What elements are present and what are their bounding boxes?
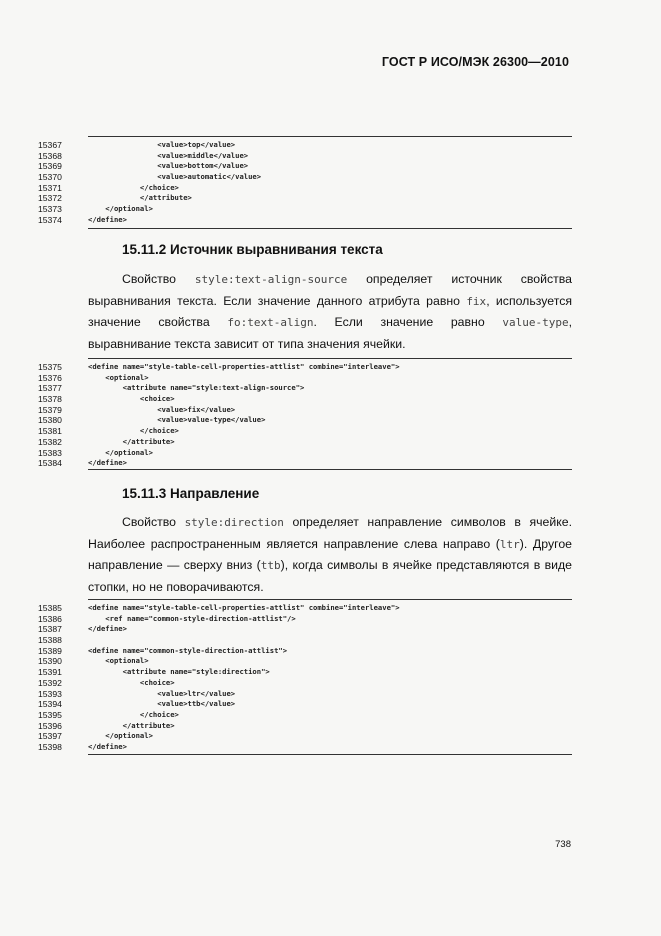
code-term: fo:text-align: [227, 316, 314, 329]
code-text: <attribute name="style:text-align-source">: [88, 383, 305, 393]
text-run: Свойство: [122, 515, 185, 529]
section-paragraph: [88, 512, 572, 598]
code-rule-bottom: [88, 228, 572, 229]
line-number: 15381: [38, 426, 62, 437]
code-line: [38, 731, 578, 742]
line-number: 15386: [38, 613, 62, 624]
line-number: 15378: [38, 394, 62, 405]
code-line: [38, 689, 578, 700]
code-line: [38, 614, 578, 625]
line-number: 15375: [38, 362, 62, 372]
line-number: 15373: [38, 204, 62, 215]
code-rule-top: [88, 358, 572, 359]
line-number: 15367: [38, 140, 62, 150]
line-number: 15390: [38, 656, 62, 667]
code-line: [38, 448, 578, 459]
line-number: 15397: [38, 731, 62, 742]
code-text: <choice>: [88, 394, 175, 404]
code-text: <value>top</value>: [88, 140, 236, 149]
text-run: Свойство: [122, 272, 195, 286]
line-number: 15387: [38, 624, 62, 635]
code-line: [38, 667, 578, 678]
code-line: [38, 362, 578, 373]
code-text: <attribute name="style:direction">: [88, 667, 270, 677]
code-line: [38, 426, 578, 437]
code-text: <optional>: [88, 656, 149, 666]
line-number: 15370: [38, 172, 62, 183]
code-text: </optional>: [88, 731, 153, 741]
code-line: [38, 458, 578, 469]
code-line: [38, 437, 578, 448]
line-number: 15379: [38, 404, 62, 415]
paragraph-text: [88, 269, 572, 355]
code-line: [38, 140, 578, 151]
code-text: <value>value-type</value>: [88, 415, 266, 425]
text-run: , используется значение свойства: [88, 293, 572, 329]
code-line: [38, 161, 578, 172]
code-line: [38, 183, 578, 194]
code-text: </choice>: [88, 426, 179, 436]
code-line: [38, 678, 578, 689]
code-rule-bottom: [88, 469, 572, 470]
line-number: 15391: [38, 667, 62, 678]
line-number: 15377: [38, 383, 62, 394]
code-line: [38, 646, 578, 657]
code-rule-top: [88, 599, 572, 600]
code-rule-bottom: [88, 754, 572, 755]
code-text: </define>: [88, 214, 127, 224]
code-line: [38, 151, 578, 162]
code-text: </optional>: [88, 447, 153, 457]
line-number: 15389: [38, 645, 62, 656]
code-line: [38, 742, 578, 753]
line-number: 15380: [38, 415, 62, 426]
section-heading: 15.11.3 Направление: [122, 486, 260, 501]
code-line: [38, 624, 578, 635]
line-number: 15371: [38, 182, 62, 193]
code-line: [38, 603, 578, 614]
code-line: [38, 394, 578, 405]
text-run: определяет источник свойства выравнивания текста. Если значение данного атрибута равно: [88, 272, 572, 308]
code-line: [38, 405, 578, 416]
code-block-3: [38, 603, 578, 753]
line-number: 15382: [38, 436, 62, 447]
text-run: определяет направление символов в ячейке. Наиболее распространенным является направление слева направо (: [88, 515, 573, 551]
code-text: </attribute>: [88, 193, 192, 203]
code-text: <define name="style-table-cell-properties-attlist" combine="interleave">: [88, 362, 400, 371]
line-number: 15388: [38, 635, 62, 646]
page-number: 738: [555, 839, 571, 850]
code-term: fix: [466, 294, 487, 308]
code-text: <value>bottom</value>: [88, 161, 249, 171]
text-run: , выравнивание текста зависит от типа значения ячейки.: [88, 315, 573, 351]
code-text: <ref name="common-style-direction-attlist"/>: [88, 613, 296, 623]
line-number: 15385: [38, 603, 62, 613]
code-text: </choice>: [88, 709, 179, 719]
text-run: ), когда символы в ячейке представляются в виде стопки, но не поворачиваются.: [88, 558, 572, 594]
code-text: </choice>: [88, 182, 179, 192]
code-text: </define>: [88, 624, 127, 634]
line-number: 15368: [38, 150, 62, 161]
code-block-1: [38, 140, 578, 226]
code-text: <define name="style-table-cell-properties-attlist" combine="interleave">: [88, 603, 400, 612]
code-text: <value>ltr</value>: [88, 688, 236, 698]
code-text: </attribute>: [88, 436, 175, 446]
code-text: <define name="common-style-direction-attlist">: [88, 645, 288, 655]
code-line: [38, 204, 578, 215]
code-line: [38, 172, 578, 183]
code-text: <value>middle</value>: [88, 150, 249, 160]
line-number: 15392: [38, 677, 62, 688]
code-text: </attribute>: [88, 720, 175, 730]
code-text: <optional>: [88, 372, 149, 382]
code-text: <choice>: [88, 677, 175, 687]
code-line: [38, 415, 578, 426]
code-term: ltr: [499, 537, 520, 551]
code-line: [38, 215, 578, 226]
code-block-2: [38, 362, 578, 469]
line-number: 15374: [38, 214, 62, 225]
code-term: style:text-align-source: [194, 273, 348, 286]
code-term: style:direction: [184, 516, 284, 529]
code-text: <value>ttb</value>: [88, 699, 236, 709]
document-header: ГОСТ Р ИСО/МЭК 26300—2010: [381, 55, 569, 69]
line-number: 15398: [38, 741, 62, 752]
code-line: [38, 721, 578, 732]
line-number: 15372: [38, 193, 62, 204]
code-text: </optional>: [88, 204, 153, 214]
code-line: [38, 699, 578, 710]
line-number: 15376: [38, 372, 62, 383]
line-number: 15393: [38, 688, 62, 699]
line-number: 15384: [38, 458, 62, 469]
code-term: ttb: [260, 559, 281, 572]
code-text: <value>automatic</value>: [88, 172, 262, 182]
code-line: [38, 383, 578, 394]
code-line: [38, 635, 578, 646]
code-text: <value>fix</value>: [88, 404, 236, 414]
code-line: [38, 373, 578, 384]
text-run: . Если значение равно: [313, 315, 503, 329]
line-number: 15394: [38, 699, 62, 710]
line-number: 15396: [38, 720, 62, 731]
code-line: [38, 193, 578, 204]
code-rule-top: [88, 136, 572, 137]
section-heading: 15.11.2 Источник выравнивания текста: [122, 242, 383, 257]
code-text: </define>: [88, 458, 127, 468]
text-run: ). Другое направление — сверху вниз (: [88, 536, 573, 572]
line-number: 15369: [38, 161, 62, 172]
code-line: [38, 656, 578, 667]
line-number: 15395: [38, 709, 62, 720]
paragraph-text: [88, 512, 572, 598]
code-line: [38, 710, 578, 721]
code-term: value-type: [502, 316, 569, 329]
section-paragraph: [88, 269, 572, 355]
line-number: 15383: [38, 447, 62, 458]
code-text: </define>: [88, 741, 127, 751]
